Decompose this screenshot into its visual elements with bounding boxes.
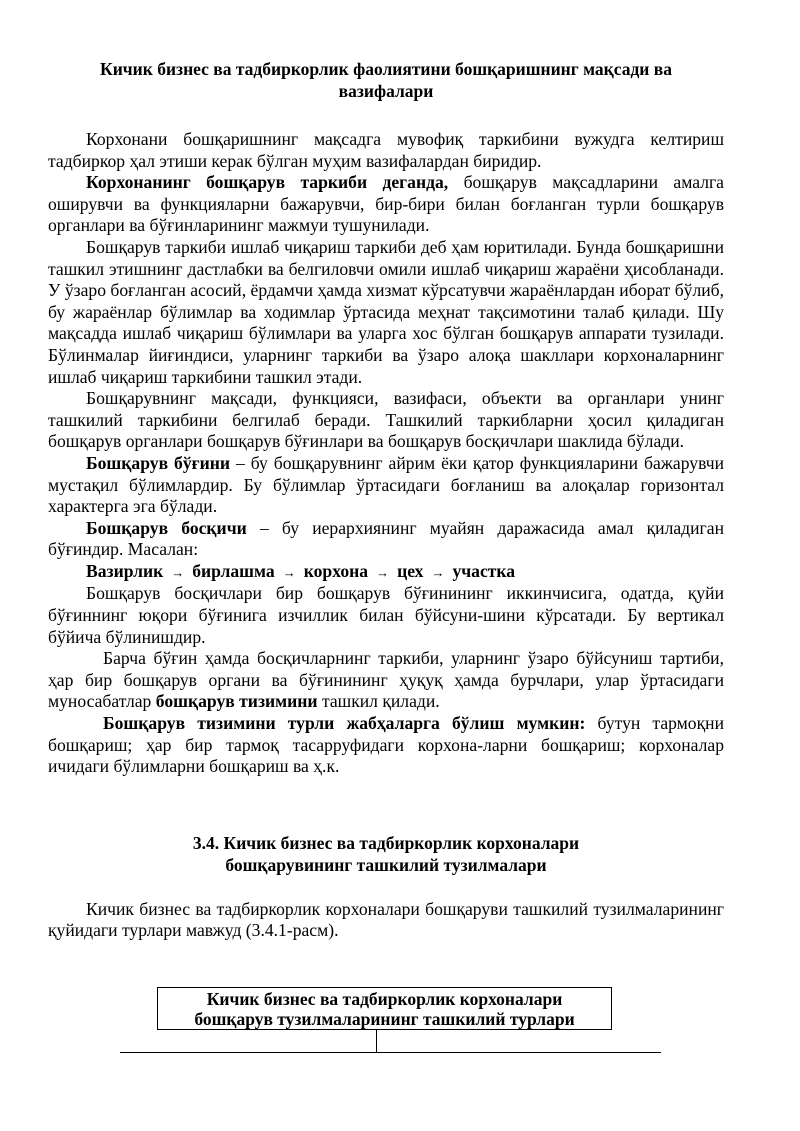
paragraph-5-text: – бу бошқарувнинг айрим ёки қатор функцияларини бажарувчи мустақил бўлимлардир. Бу бўлимлар ўртасидаги боғланиш ва алоқалар горизонтал характерга эга бўлади. <box>48 452 724 517</box>
document-title <box>48 58 724 102</box>
section-heading-line-2: бошқарувининг ташкилий тузилмалари <box>225 854 547 875</box>
arrow-right-icon: → <box>282 564 296 580</box>
title-line-1: Кичик бизнес ва тадбиркорлик фаолиятини бошқаришнинг мақсади ва <box>100 59 672 79</box>
hierarchy-chain <box>48 561 724 584</box>
paragraph-4: Бошқарувнинг мақсади, функцияси, вазифаси, объекти ва органлари унинг ташкилий таркибини белгилаб беради. Ташкилий таркибларни ҳосил қиладиган бошқарув органлари бошқарув бўғинлари ва бошқарув босқичлари шаклида бўлади. <box>48 388 724 452</box>
arrow-right-icon: → <box>431 564 445 580</box>
diagram-box-line-1: Кичик бизнес ва тадбиркорлик корхоналари <box>206 989 563 1009</box>
paragraph-2 <box>48 172 724 237</box>
diagram-box-line-2: бошқарув тузилмаларининг ташкилий турлари <box>194 1009 575 1029</box>
hierarchy-item-enterprise: корхона <box>303 560 369 581</box>
term-management-link: Бошқарув бўғини <box>86 452 231 473</box>
hierarchy-item-workshop: цех <box>397 560 424 581</box>
arrow-right-icon: → <box>171 564 185 580</box>
diagram-vertical-connector <box>376 1030 377 1052</box>
hierarchy-item-association: бирлашма <box>192 560 275 581</box>
title-line-2: вазифалари <box>338 81 434 101</box>
section-heading <box>48 832 724 876</box>
hierarchy-item-ministry: Вазирлик <box>86 560 164 581</box>
paragraph-8 <box>48 648 724 713</box>
document-page <box>48 58 724 942</box>
paragraph-9-text: бутун тармоқни бошқариш; ҳар бир тармоқ тасарруфидаги корхона-ларни бошқариш; корхоналар ичидаги бўлимларни бошқариш ва ҳ.к. <box>48 713 724 777</box>
paragraph-10: Кичик бизнес ва тадбиркорлик корхоналари бошқаруви ташкилий тузилмаларининг қуйидаги турлари мавжуд (3.4.1-расм). <box>48 898 724 941</box>
term-management-divisions: Бошқарув тизимини турли жабҳаларга бўлиш мумкин: <box>103 713 586 734</box>
paragraph-9 <box>48 713 724 778</box>
paragraph-8-text-end: ташкил қилади. <box>317 691 440 712</box>
arrow-right-icon: → <box>376 564 390 580</box>
paragraph-7: Бошқарув босқичлари бир бошқарув бўғинининг иккинчисига, одатда, қуйи бўғиннинг юқори бўғинига изчиллик билан бўйсуни-шини кўрсатади. Бу вертикал бўйича бўлинишдир. <box>48 583 724 647</box>
paragraph-1: Корхонани бошқаришнинг мақсадга мувофиқ таркибини вужудга келтириш тадбиркор ҳал этиши керак бўлган муҳим вазифалардан биридир. <box>48 129 724 171</box>
paragraph-8-text-start: Барча бўғин ҳамда босқичларнинг таркиби, уларнинг ўзаро бўйсуниш тартиби, ҳар бир бошқарув органи ва бўғинининг ҳуқуқ ҳамда бурчлари, улар ўртасидаги муносабатлар <box>48 648 724 712</box>
diagram-horizontal-connector <box>120 1052 661 1053</box>
term-management-system: бошқарув тизимини <box>155 691 318 712</box>
paragraph-5 <box>48 453 724 518</box>
hierarchy-item-section: участка <box>452 560 516 581</box>
diagram-root-box <box>157 987 612 1030</box>
paragraph-2-text: бошқарув мақсадларини амалга оширувчи ва функцияларни бажарувчи, бир-бири билан боғланган турли бошқарув органлари ва бўғинларининг мажмуи тушунилади. <box>48 172 724 236</box>
paragraph-6 <box>48 518 724 561</box>
paragraph-6-text: – бу иерархиянинг муайян даражасида амал қиладиган бўғиндир. Масалан: <box>48 517 724 560</box>
section-heading-line-1: 3.4. Кичик бизнес ва тадбиркорлик корхоналари <box>192 832 580 853</box>
term-management-level: Бошқарув босқичи <box>86 517 247 538</box>
paragraph-3: Бошқарув таркиби ишлаб чиқариш таркиби деб ҳам юритилади. Бунда бошқаришни ташкил этишнинг дастлабки ва белгиловчи омили ишлаб чиқариш жараёни ҳисобланади. У ўзаро боғланган асосий, ёрдамчи ҳамда хизмат кўрсатувчи жараёнлардан иборат бўлиб, бу жараёнлар бўлимлар ва ходимлар ўртасида меҳнат тақсимотини талаб қилади. Шу мақсадда ишлаб чиқариш бўлимлари ва уларга хос бўлган бошқарув аппарати тузилади. Бўлинмалар йиғиндиси, уларнинг таркиби ва ўзаро алоқа шакллари корхоналарнинг ишлаб чиқариш таркибини ташкил этади. <box>48 236 724 387</box>
term-management-structure: Корхонанинг бошқарув таркиби деганда, <box>86 172 449 193</box>
